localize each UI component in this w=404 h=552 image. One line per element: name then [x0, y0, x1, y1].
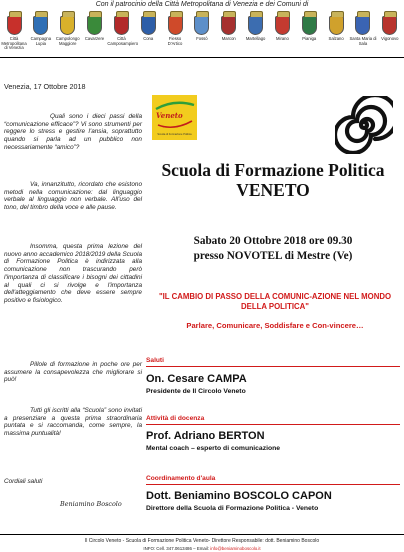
logo-text: Veneto [156, 111, 183, 120]
crest-item [351, 10, 375, 56]
crest-shield-icon [382, 16, 397, 35]
speaker-name-greetings: On. Cesare CAMPA [146, 373, 247, 385]
circolo-veneto-logo [152, 95, 197, 140]
footer-line1: Il Circolo Veneto - Scuola di Formazione Politica Veneto- Direttore Responsabile: dott. Beniamino Boscolo [84, 538, 320, 544]
crest-item [2, 10, 26, 56]
crest-shield-icon [221, 16, 236, 35]
letter-paragraph-4: Pillole di formazione in poche ore per assumere la consapevolezza che migliorare si può! [4, 361, 142, 384]
letter-paragraph-1: Quali sono i dieci passi della “comunicazione efficace”? Vi sono strumenti per reggere lo stress e gestire l'ansia, soprattutto quando si parla ad un pubblico non necessariamente “amico”? [4, 113, 142, 151]
speaker-role-teaching: Mental coach – esperto di comunicazione [146, 445, 281, 452]
school-title-line1: Scuola di Formazione Politica [161, 160, 385, 180]
crest-name: Città Metropolitana di Venezia [1, 36, 27, 51]
section-label-teaching: Attività di docenza [146, 415, 205, 422]
section-label-coordination: Coordinamento d'aula [146, 475, 216, 482]
top-divider [0, 57, 404, 58]
crest-shield-icon [194, 16, 209, 35]
crest-name: Pianiga [302, 36, 317, 41]
crest-name: Campagna Lupia [30, 36, 52, 46]
crest-name: Cavarzere [84, 36, 105, 41]
crest-shield-icon [329, 16, 344, 35]
crest-name: Campolongo Maggiore [55, 36, 80, 46]
municipality-crests [2, 10, 402, 56]
section-divider-coordination [146, 484, 400, 485]
event-details [142, 234, 404, 264]
crest-name: Salzano [328, 36, 344, 41]
crest-shield-icon [60, 16, 75, 35]
letter-paragraph-5: Tutti gli iscritti alla “Scuola” sono invitati a presenziare a questa prima straordinaria puntata e si raccomanda, come sempre, la massima puntualità! [4, 407, 142, 438]
crest-name: Cona [143, 36, 154, 41]
speaker-name-teaching: Prof. Adriano BERTON [146, 430, 265, 442]
spiral-icon [335, 96, 393, 154]
event-date-line: Sabato 20 Ottobre 2018 ore 09.30 [193, 235, 353, 247]
crest-item [217, 10, 241, 56]
talk-title: "IL CAMBIO DI PASSO DELLA COMUNIC-AZIONE NEL MONDO DELLA POLITICA" [158, 292, 392, 311]
footer-email-link[interactable]: info@beniaminoboscolo.it [210, 546, 261, 551]
crest-item [107, 10, 139, 56]
crest-name: Città Camposampiero [107, 36, 139, 46]
patronage-line: Con il patrocinio della Città Metropolitana di Venezia e dei Comuni di [95, 1, 309, 8]
crest-name: Vigonovo [381, 36, 399, 41]
section-divider-greetings [146, 366, 400, 367]
letter-signature: Beniamino Boscolo [60, 500, 122, 508]
crest-shield-icon [87, 16, 102, 35]
letter-salutation: Cordiali saluti [4, 478, 43, 485]
crest-name: Marcon [221, 36, 236, 41]
crest-item [244, 10, 268, 56]
crest-item [56, 10, 80, 56]
crest-name: Martellago [245, 36, 266, 41]
letter-date: Venezia, 17 Ottobre 2018 [4, 82, 86, 91]
letter-paragraph-3: Insomma, questa prima lezione del nuovo anno accademico 2018/2019 della Scuola di Formazione Politica è indirizzata alla comunicazione non trascurando però l'importanza di classificare i bisogni dei cittadini al quali ci si rivolge e l'importanza dell'atteggiamento che deve essere sempre positivo e fisiologico. [4, 243, 142, 304]
crest-item [190, 10, 214, 56]
section-divider-teaching [146, 424, 400, 425]
crest-name: Santa Maria di Sala [349, 36, 377, 46]
crest-name: Fossò [196, 36, 208, 41]
crest-shield-icon [33, 16, 48, 35]
crest-item [163, 10, 187, 56]
crest-item [324, 10, 348, 56]
footer-contact [0, 546, 404, 552]
crest-name: Fiesso D'Artico [167, 36, 183, 46]
crest-shield-icon [168, 16, 183, 35]
crest-shield-icon [141, 16, 156, 35]
crest-item [83, 10, 107, 56]
crest-shield-icon [275, 16, 290, 35]
crest-name: Mirano [276, 36, 289, 41]
speaker-role-greetings: Presidente de Il Circolo Veneto [146, 388, 246, 395]
crest-item [29, 10, 53, 56]
speaker-name-coordination: Dott. Beniamino BOSCOLO CAPON [146, 490, 332, 502]
crest-item [270, 10, 294, 56]
school-title-line2: VENETO [236, 180, 310, 200]
crest-item [136, 10, 160, 56]
footer-contact-prefix: INFO: Cell. 347.0613486 – Email: [143, 546, 210, 551]
speaker-role-coordination: Direttore della Scuola di Formazione Politica - Veneto [146, 505, 319, 512]
crest-shield-icon [248, 16, 263, 35]
section-label-greetings: Saluti [146, 357, 164, 364]
event-venue-line: presso NOVOTEL di Mestre (Ve) [193, 250, 353, 262]
school-title [142, 160, 404, 200]
crest-shield-icon [302, 16, 317, 35]
talk-subtitle: Parlare, Comunicare, Soddisfare e Con-vincere… [186, 321, 364, 330]
crest-item [297, 10, 321, 56]
letter-paragraph-2: Va, innanzitutto, ricordato che esistono metodi nella comunicazione: dal linguaggio verbale al linguaggio non verbale. All'uso del tono, del timbro della voce e alle pause. [4, 181, 142, 212]
bottom-divider [0, 534, 404, 535]
crest-item [378, 10, 402, 56]
crest-shield-icon [7, 16, 22, 35]
logo-subtitle: Scuola di Formazione Politica [157, 133, 192, 136]
crest-shield-icon [114, 16, 129, 35]
crest-shield-icon [355, 16, 370, 35]
